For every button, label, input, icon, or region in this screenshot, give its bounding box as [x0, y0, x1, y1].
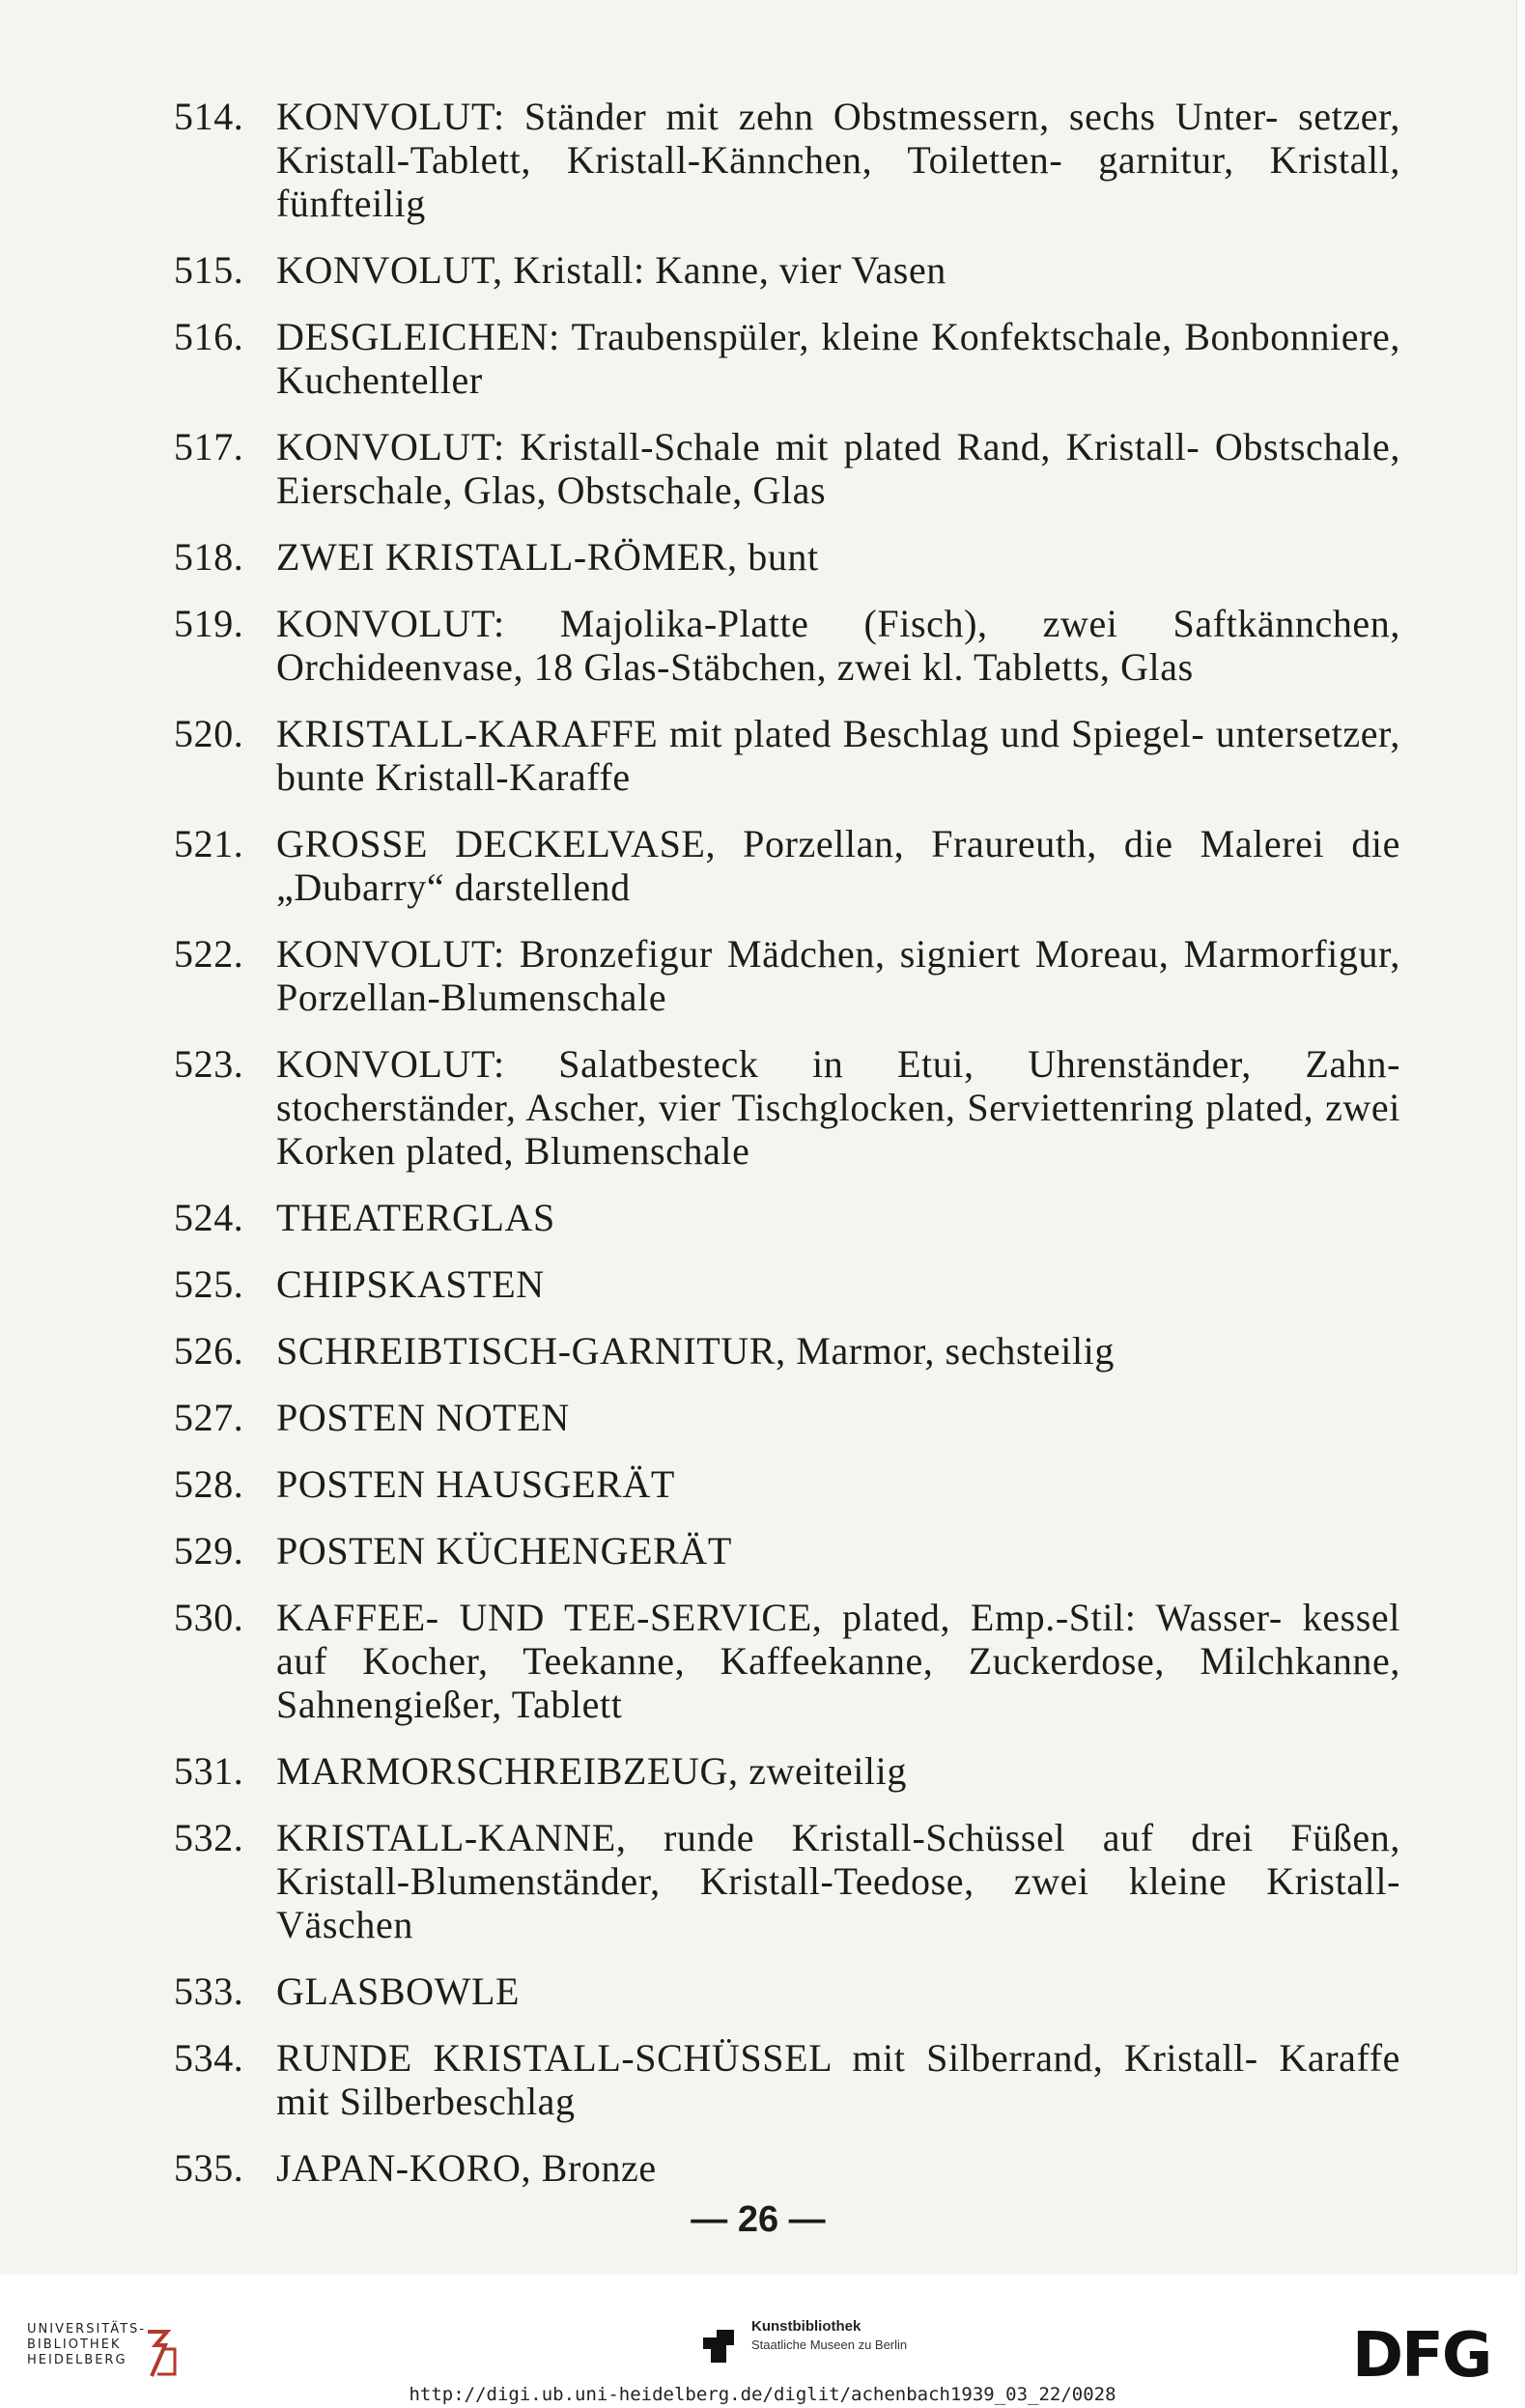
lot-number: 529.	[174, 1529, 244, 1572]
lot-description-line: setzer, Kristall-Tablett, Kristall-Kännchen, Toiletten-	[276, 95, 1400, 182]
lot-description-line: KONVOLUT: Majolika-Platte (Fisch), zwei Saftkännchen,	[276, 602, 1400, 645]
lot-description-line: garnitur, Kristall, fünfteilig	[276, 138, 1400, 225]
lot-description-line: kessel auf Kocher, Teekanne, Kaffeekanne, Zuckerdose,	[276, 1596, 1400, 1683]
lot-description-line: ZWEI KRISTALL-RÖMER, bunt	[276, 535, 819, 579]
lot-number: 519.	[174, 602, 244, 645]
lot-number: 530.	[174, 1596, 244, 1639]
lot-number: 523.	[174, 1042, 244, 1086]
lot-entry	[174, 1329, 1400, 1373]
lot-number: 526.	[174, 1329, 244, 1373]
lot-entry	[174, 712, 1400, 799]
lot-number: 533.	[174, 1969, 244, 2013]
lot-entry	[174, 1749, 1400, 1793]
lot-description-line: KONVOLUT, Kristall: Kanne, vier Vasen	[276, 248, 946, 292]
lot-description-line: Milchkanne, Sahnengießer, Tablett	[276, 1639, 1400, 1726]
lot-description-line: Orchideenvase, 18 Glas-Stäbchen, zwei kl. Tabletts, Glas	[276, 645, 1194, 689]
lot-entry	[174, 1529, 1400, 1572]
lot-entry	[174, 425, 1400, 512]
lot-description	[276, 1329, 1400, 1373]
lot-description	[276, 822, 1400, 909]
lot-description	[276, 602, 1400, 689]
lot-description	[276, 2146, 1400, 2190]
lot-entry	[174, 1396, 1400, 1439]
lot-description-line: POSTEN KÜCHENGERÄT	[276, 1529, 732, 1572]
dfg-logo: DFG	[1352, 2320, 1491, 2392]
lot-description	[276, 535, 1400, 579]
lot-entry	[174, 2036, 1400, 2123]
digitization-footer	[0, 2278, 1525, 2408]
lot-number: 524.	[174, 1196, 244, 1239]
lot-description	[276, 712, 1400, 799]
lot-description-line: Karaffe mit Silberbeschlag	[276, 2036, 1400, 2123]
source-url[interactable]: http://digi.ub.uni-heidelberg.de/diglit/achenbach1939_03_22/0028	[409, 2384, 1116, 2405]
lot-description	[276, 932, 1400, 1019]
lot-description	[276, 2036, 1400, 2123]
lot-description-line: Marmorfigur, Porzellan-Blumenschale	[276, 932, 1400, 1019]
lot-description-line: POSTEN HAUSGERÄT	[276, 1462, 675, 1506]
lot-description-line: KONVOLUT: Ständer mit zehn Obstmessern, sechs Unter-	[276, 95, 1279, 138]
lot-description	[276, 1529, 1400, 1572]
lot-entry	[174, 1816, 1400, 1946]
lot-entry	[174, 932, 1400, 1019]
lot-number: 521.	[174, 822, 244, 865]
lot-description-line: kleine Kristall-Väschen	[276, 1859, 1400, 1946]
lot-description-line: untersetzer, bunte Kristall-Karaffe	[276, 712, 1400, 799]
lot-entry	[174, 1462, 1400, 1506]
page-number: — 26 —	[691, 2199, 826, 2240]
lot-number: 527.	[174, 1396, 244, 1439]
lot-number: 531.	[174, 1749, 244, 1793]
lot-description-line: POSTEN NOTEN	[276, 1396, 570, 1439]
kunstbibliothek-name: Kunstbibliothek	[751, 2318, 861, 2335]
lot-description	[276, 1196, 1400, 1239]
lot-number: 528.	[174, 1462, 244, 1506]
lot-description	[276, 1596, 1400, 1726]
uni-logo-mark-icon	[138, 2326, 183, 2382]
lot-number: 535.	[174, 2146, 244, 2190]
uni-logo-line-3: HEIDELBERG	[27, 2353, 127, 2367]
lot-entry	[174, 1262, 1400, 1306]
lot-number: 525.	[174, 1262, 244, 1306]
university-library-logo	[27, 2322, 220, 2368]
lot-number: 515.	[174, 248, 244, 292]
lot-description-line: KAFFEE- UND TEE-SERVICE, plated, Emp.-Stil: Wasser-	[276, 1596, 1283, 1639]
lot-entry	[174, 315, 1400, 402]
lot-description-line: MARMORSCHREIBZEUG, zweiteilig	[276, 1749, 907, 1793]
lot-description-line: Obstschale, Eierschale, Glas, Obstschale, Glas	[276, 425, 1400, 512]
kunstbibliothek-logo	[697, 2316, 948, 2374]
lot-description	[276, 425, 1400, 512]
lot-entry	[174, 822, 1400, 909]
lot-entry	[174, 1596, 1400, 1726]
lot-list	[174, 95, 1400, 2213]
lot-number: 532.	[174, 1816, 244, 1859]
lot-entry	[174, 535, 1400, 579]
lot-description-line: JAPAN-KORO, Bronze	[276, 2146, 657, 2190]
lot-number: 518.	[174, 535, 244, 579]
lot-description-line: Bonbonniere, Kuchenteller	[276, 315, 1401, 402]
lot-description	[276, 1262, 1400, 1306]
lot-description-line: stocherständer, Ascher, vier Tischglocken, Serviettenring	[276, 1086, 1195, 1129]
lot-description-line: KONVOLUT: Kristall-Schale mit plated Rand, Kristall-	[276, 425, 1200, 468]
lot-description-line: GLASBOWLE	[276, 1969, 521, 2013]
lot-description-line: GROSSE DECKELVASE, Porzellan, Fraureuth, die	[276, 822, 1173, 865]
lot-entry	[174, 1196, 1400, 1239]
lot-number: 514.	[174, 95, 244, 138]
lot-description-line: SCHREIBTISCH-GARNITUR, Marmor, sechsteilig	[276, 1329, 1115, 1373]
lot-description-line: RUNDE KRISTALL-SCHÜSSEL mit Silberrand, Kristall-	[276, 2036, 1258, 2080]
lot-description-line: Malerei die „Dubarry“ darstellend	[276, 822, 1400, 909]
lot-entry	[174, 1042, 1400, 1173]
uni-logo-line-2: BIBLIOTHEK	[27, 2337, 122, 2352]
lot-description-line: DESGLEICHEN: Traubenspüler, kleine Konfektschale,	[276, 315, 1172, 358]
lot-description-line: KRISTALL-KANNE, runde Kristall-Schüssel auf drei	[276, 1816, 1254, 1859]
lot-description	[276, 1816, 1400, 1946]
lot-description-line: KONVOLUT: Salatbesteck in Etui, Uhrenständer, Zahn-	[276, 1042, 1400, 1086]
lot-description	[276, 248, 1400, 292]
lot-entry	[174, 1969, 1400, 2013]
lot-description	[276, 1042, 1400, 1173]
lot-number: 534.	[174, 2036, 244, 2080]
lot-description-line: plated, zwei Korken plated, Blumenschale	[276, 1086, 1400, 1173]
lot-description-line: KRISTALL-KARAFFE mit plated Beschlag und Spiegel-	[276, 712, 1205, 755]
lot-description	[276, 1969, 1400, 2013]
lot-description	[276, 1396, 1400, 1439]
lot-description-line: THEATERGLAS	[276, 1196, 555, 1239]
lot-description-line: KONVOLUT: Bronzefigur Mädchen, signiert Moreau,	[276, 932, 1170, 976]
lot-number: 516.	[174, 315, 244, 358]
lot-entry	[174, 2146, 1400, 2190]
lot-description	[276, 1749, 1400, 1793]
lot-description	[276, 1462, 1400, 1506]
lot-description-line: Füßen, Kristall-Blumenständer, Kristall-Teedose, zwei	[276, 1816, 1400, 1903]
kunstbibliothek-subtitle: Staatliche Museen zu Berlin	[751, 2337, 908, 2352]
lot-entry	[174, 95, 1400, 225]
lot-entry	[174, 248, 1400, 292]
lot-number: 517.	[174, 425, 244, 468]
kunstbibliothek-mark-icon	[697, 2324, 740, 2366]
lot-description-line: CHIPSKASTEN	[276, 1262, 545, 1306]
lot-number: 522.	[174, 932, 244, 976]
lot-number: 520.	[174, 712, 244, 755]
lot-entry	[174, 602, 1400, 689]
lot-description	[276, 95, 1400, 225]
uni-logo-line-1: UNIVERSITÄTS-	[27, 2322, 146, 2337]
lot-description	[276, 315, 1400, 402]
